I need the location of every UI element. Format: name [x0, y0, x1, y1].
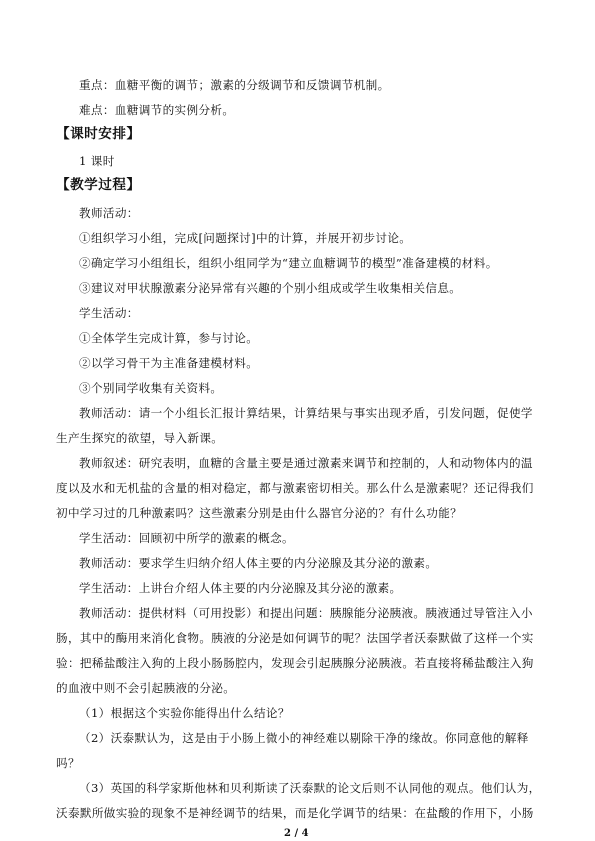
body-line: 度以及水和无机盐的含量的相对稳定，都与激素密切相关。那么什么是激素呢？还记得我们: [56, 481, 534, 495]
body-line: （3）英国的科学家斯他林和贝利斯读了沃泰默的论文后则不认同他的观点。他们认为，: [79, 781, 541, 795]
difficult-points-line: 难点：血糖调节的实例分析。: [79, 103, 235, 117]
body-line: 教师活动：请一个小组长汇报计算结果，计算结果与事实出现矛盾，引发问题，促使学: [79, 406, 533, 420]
body-line: ③建议对甲状腺激素分泌异常有兴趣的个别小组成或学生收集相关信息。: [79, 281, 462, 295]
body-line: ②以学习骨干为主准备建模材料。: [79, 356, 259, 370]
body-line: 验：把稀盐酸注入狗的上段小肠肠腔内，发现会引起胰腺分泌胰液。若直接将稀盐酸注入狗: [56, 656, 534, 670]
body-line: 沃泰默所做实验的现象不是神经调节的结果，而是化学调节的结果：在盐酸的作用下，小肠: [56, 806, 534, 820]
body-line: （2）沃泰默认为，这是由于小肠上微小的神经难以剔除干净的缘故。你同意他的解释: [79, 731, 529, 745]
body-line: ①组织学习小组，完成[问题探讨]中的计算，并展开初步讨论。: [79, 231, 412, 245]
body-line: 学生活动：: [79, 306, 139, 320]
key-points-line: 重点：血糖平衡的调节；激素的分级调节和反馈调节机制。: [79, 78, 390, 92]
body-line: ②确定学习小组组长，组织小组同学为“建立血糖调节的模型”准备建模的材料。: [79, 256, 498, 270]
page-number: 2 / 4: [284, 828, 309, 839]
body-line: ①全体学生完成计算，参与讨论。: [79, 331, 259, 345]
body-line: 学生活动：回顾初中所学的激素的概念。: [79, 531, 294, 545]
body-line: 教师叙述：研究表明，血糖的含量主要是通过激素来调节和控制的，人和动物体内的温: [79, 456, 533, 470]
body-line: 吗？: [56, 756, 80, 770]
class-hours-text: 1 课时: [79, 154, 115, 168]
body-line: （1）根据这个实验你能得出什么结论？: [79, 706, 290, 720]
body-line: ③个别同学收集有关资料。: [79, 381, 223, 395]
body-line: 教师活动：要求学生归纳介绍人体主要的内分泌腺及其分泌的激素。: [79, 556, 438, 570]
body-line: 教师活动：: [79, 206, 139, 220]
body-line: 的血液中则不会引起胰液的分泌。: [56, 681, 236, 695]
section-heading-class-schedule: 【课时安排】: [56, 126, 141, 142]
body-line: 教师活动：提供材料（可用投影）和提出问题：胰腺能分泌胰液。胰液通过导管注入小: [79, 606, 533, 620]
body-line: 学生活动：上讲台介绍人体主要的内分泌腺及其分泌的激素。: [79, 581, 402, 595]
body-line: 初中学习过的几种激素吗？这些激素分别是由什么器官分泌的？有什么功能？: [56, 506, 463, 520]
body-line: 肠，其中的酶用来消化食物。胰液的分泌是如何调节的呢？法国学者沃泰默做了这样一个实: [56, 631, 534, 645]
section-heading-teaching-process: 【教学过程】: [56, 177, 141, 193]
body-line: 生产生探究的欲望，导入新课。: [56, 431, 224, 445]
